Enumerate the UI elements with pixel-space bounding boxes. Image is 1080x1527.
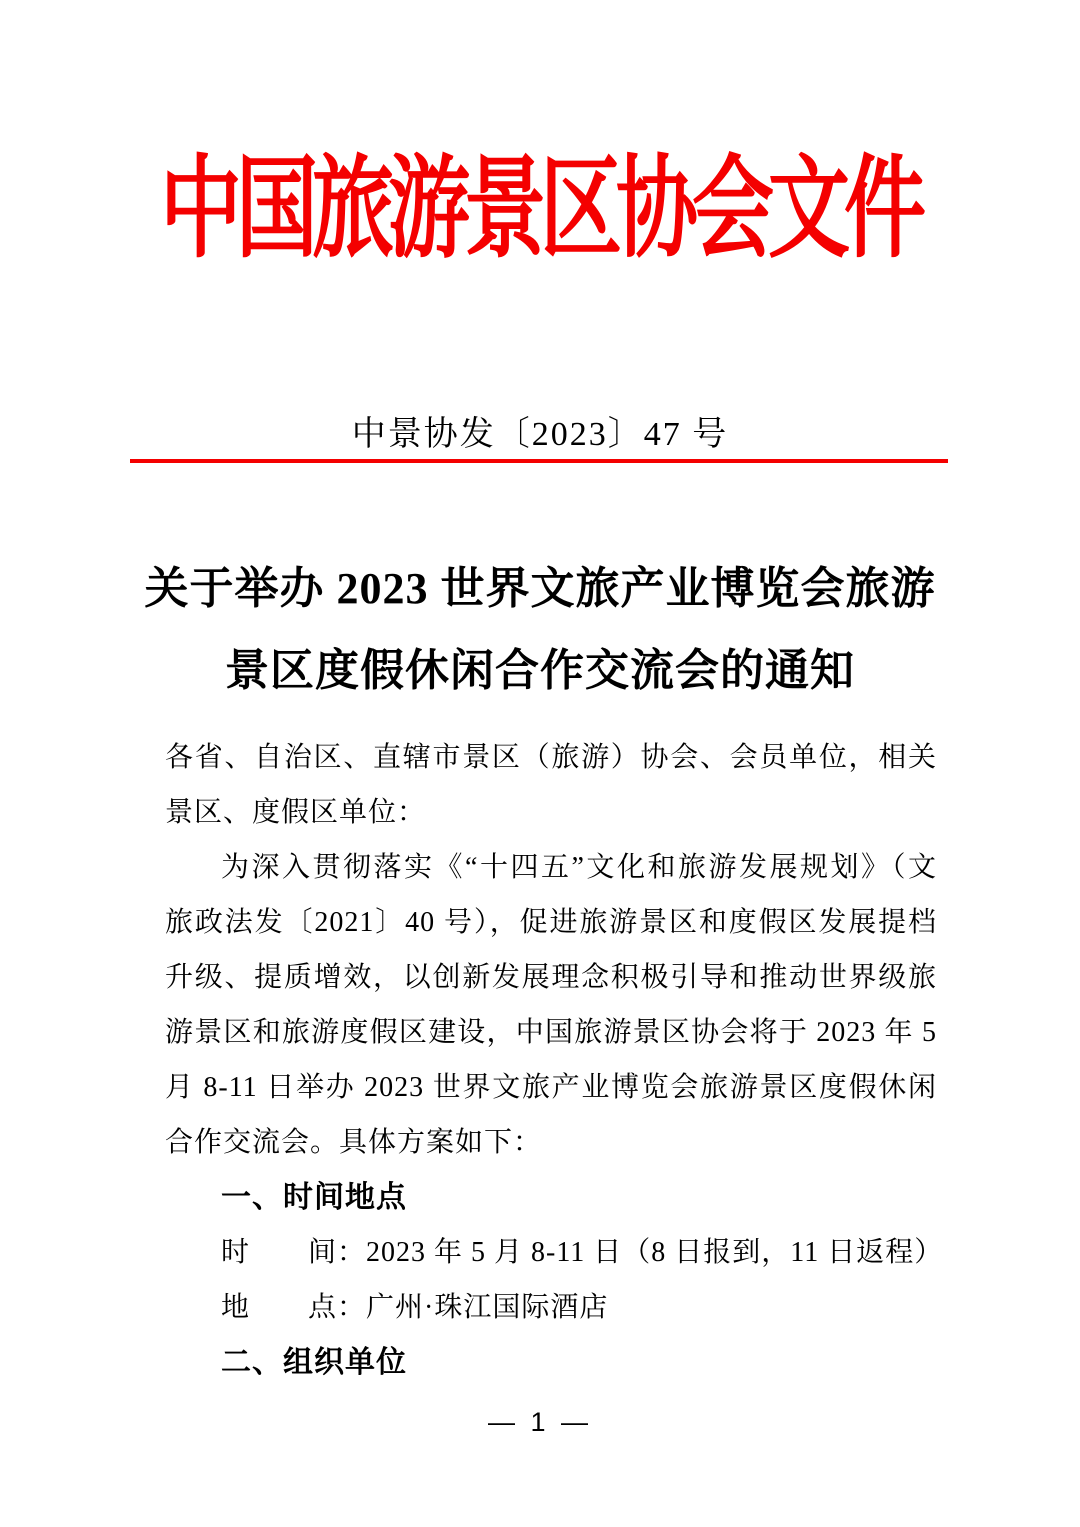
- body-paragraph-line: 旅政法发〔2021〕40 号），促进旅游景区和度假区发展提档: [165, 907, 937, 938]
- meeting-place-line: 地 点：广州·珠江国际酒店: [221, 1292, 609, 1323]
- page-number: — 1 —: [487, 1407, 593, 1437]
- document-title-line2: 景区度假休闲合作交流会的通知: [225, 646, 855, 695]
- body-paragraph-line: 升级、提质增效，以创新发展理念积极引导和推动世界级旅: [165, 962, 937, 993]
- section-heading-organizers: 二、组织单位: [221, 1346, 407, 1379]
- red-divider-rule: [130, 459, 948, 463]
- section-heading-time-place: 一、时间地点: [221, 1181, 407, 1214]
- body-paragraph-line: 游景区和旅游度假区建设，中国旅游景区协会将于 2023 年 5: [165, 1017, 937, 1048]
- document-title: [0, 548, 1080, 712]
- salutation-line: 景区、度假区单位：: [165, 797, 427, 828]
- document-number: 中景协发〔2023〕47 号: [351, 416, 729, 453]
- salutation-line: 各省、自治区、直辖市景区（旅游）协会、会员单位，相关: [165, 742, 937, 773]
- document-body: [165, 730, 944, 1390]
- document-title-line1: 关于举办 2023 世界文旅产业博览会旅游: [144, 564, 936, 613]
- meeting-time-line: 时 间：2023 年 5 月 8-11 日（8 日报到，11 日返程）: [221, 1237, 944, 1268]
- body-paragraph-line: 月 8-11 日举办 2023 世界文旅产业博览会旅游景区度假休闲: [165, 1072, 937, 1103]
- body-paragraph-line: 合作交流会。具体方案如下：: [165, 1127, 543, 1158]
- body-paragraph-line: 为深入贯彻落实《“十四五”文化和旅游发展规划》（文: [221, 852, 937, 883]
- org-banner-title: 中国旅游景区协会文件: [159, 147, 920, 271]
